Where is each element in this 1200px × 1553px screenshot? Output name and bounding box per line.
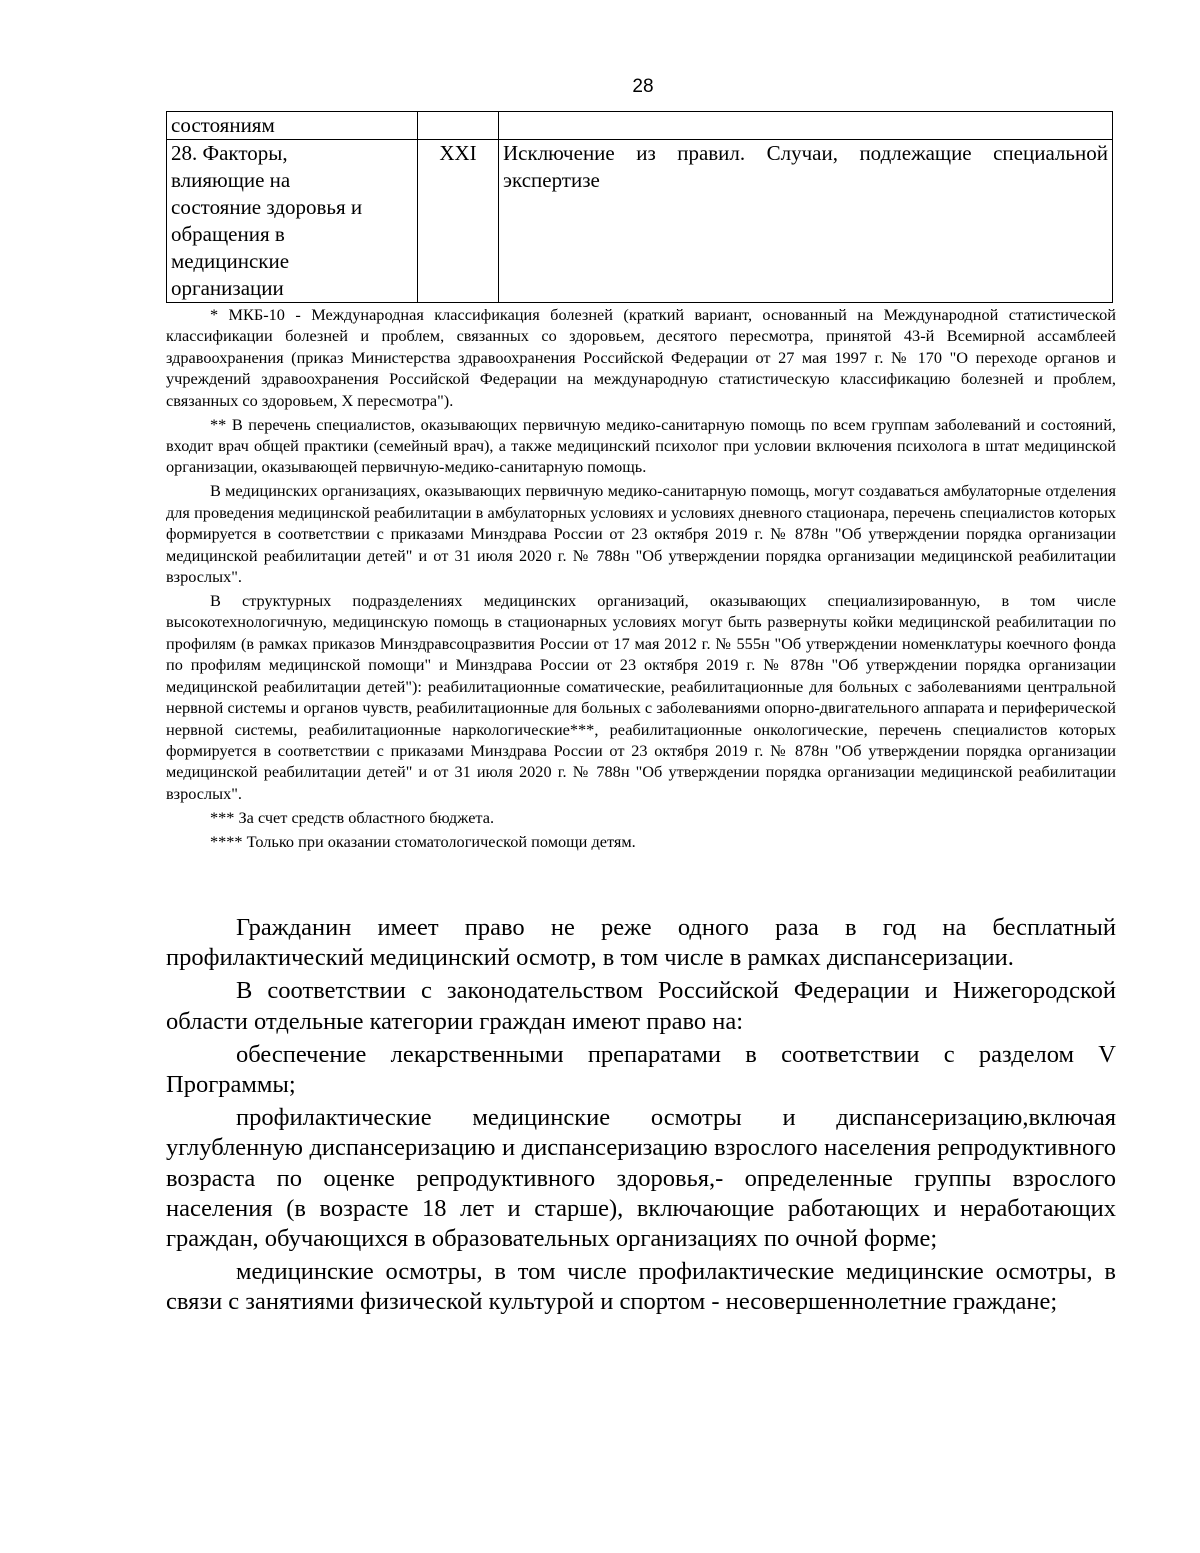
classification-table [166,111,1113,303]
paragraph: профилактические медицинские осмотры и диспансеризацию,включая углубленную диспансеризацию и диспансеризацию взрослого населения репродуктивного возраста по оценке репродуктивного здоровья,- определенные группы взрослого населения (в возрасте 18 лет и старше), включающие работающих и неработающих граждан, обучающихся в образовательных организациях по очной форме; [166,1104,1116,1253]
cell-line: организации [171,276,284,300]
table-cell-class-name [167,140,418,303]
paragraph: медицинские осмотры, в том числе профилактические медицинские осмотры, в связи с занятиями физической культурой и спортом - несовершеннолетние граждане; [166,1258,1116,1316]
footnote-dental: **** Только при оказании стоматологической помощи детям. [210,831,636,851]
table-row [167,140,1113,303]
footnote-specialists: ** В перечень специалистов, оказывающих первичную медико-санитарную помощь по всем группам заболеваний и состояний, входит врач общей практики (семейный врач), а также медицинский психолог при условии включения психолога в штат медицинской организации, оказывающей первичную-медико-санитарную помощь. [166,414,1116,477]
cell-line: состояние здоровья и [171,195,363,219]
paragraph: обеспечение лекарственными препаратами в соответствии с разделом V Программы; [166,1040,1116,1099]
paragraph: Гражданин имеет право не реже одного раза в год на бесплатный профилактический медицинский осмотр, в том числе в рамках диспансеризации. [166,914,1116,972]
footnote-icd10: * МКБ-10 - Международная классификация болезней (краткий вариант, основанный на Международной статистической классификации болезней и проблем, связанных со здоровьем, десятого пересмотра, принятой 43-й Всемирной ассамблеей здравоохранения (приказ Министерства здравоохранения Российской Федерации от 27 мая 1997 г. № 170 "О переходе органов и учреждений здравоохранения Российской Федерации на международную статистическую классификацию болезней и проблем, связанных со здоровьем, X пересмотра"). [166,305,1116,410]
cell-line: состояниям [171,113,275,137]
page-number: 28 [632,76,654,97]
cell-line: обращения в [171,222,285,246]
table-cell-class-name [167,112,418,140]
footnote-regional-budget: *** За счет средств областного бюджета. [210,807,495,827]
footnote-outpatient-rehab: В медицинских организациях, оказывающих первичную медико-санитарную помощь, могут создаваться амбулаторные отделения для проведения медицинской реабилитации в амбулаторных условиях и условиях дневного стационара, перечень специалистов которых формируется в соответствии с приказами Минздрава России от 23 октября 2019 г. № 878н "Об утверждении порядка организации медицинской реабилитации детей" и от 31 июля 2020 г. № 788н "Об утверждении порядка организации медицинской реабилитации взрослых". [166,481,1116,587]
table-cell-description: Исключение из правил. Случаи, подлежащие специальной экспертизе [499,140,1113,303]
table-cell-description [499,112,1113,140]
table-row [167,112,1113,140]
paragraph: В соответствии с законодательством Российской Федерации и Нижегородской области отдельные категории граждан имеют право на: [166,977,1116,1035]
cell-line: 28. Факторы, [171,141,288,165]
cell-line: медицинские [171,249,290,273]
table-cell-class-code: XXI [418,140,499,303]
cell-line: влияющие на [171,168,291,192]
table-cell-class-code [418,112,499,140]
footnote-inpatient-rehab: В структурных подразделениях медицинских организаций, оказывающих специализированную, в том числе высокотехнологичную, медицинскую помощь в стационарных условиях могут быть развернуты койки медицинской реабилитации по профилям (в рамках приказов Минздравсоцразвития России от 17 мая 2012 г. № 555н "Об утверждении номенклатуры коечного фонда по профилям медицинской помощи" и Минздрава России от 23 октября 2019 г. № 878н "Об утверждении порядка организации медицинской реабилитации детей"): реабилитационные соматические, реабилитационные для больных с заболеваниями центральной нервной системы и органов чувств, реабилитационные для больных с заболеваниями опорно-двигательного аппарата и периферической нервной системы, реабилитационные наркологические***, реабилитационные онкологические, перечень специалистов которых формируется в соответствии с приказами Минздрава России от 23 октября 2019 г. № 878н "Об утверждении порядка организации медицинской реабилитации детей" и от 31 июля 2020 г. № 788н "Об утверждении порядка организации медицинской реабилитации взрослых". [166,591,1116,803]
footnotes [166,304,1116,855]
main-text [166,913,1116,1321]
